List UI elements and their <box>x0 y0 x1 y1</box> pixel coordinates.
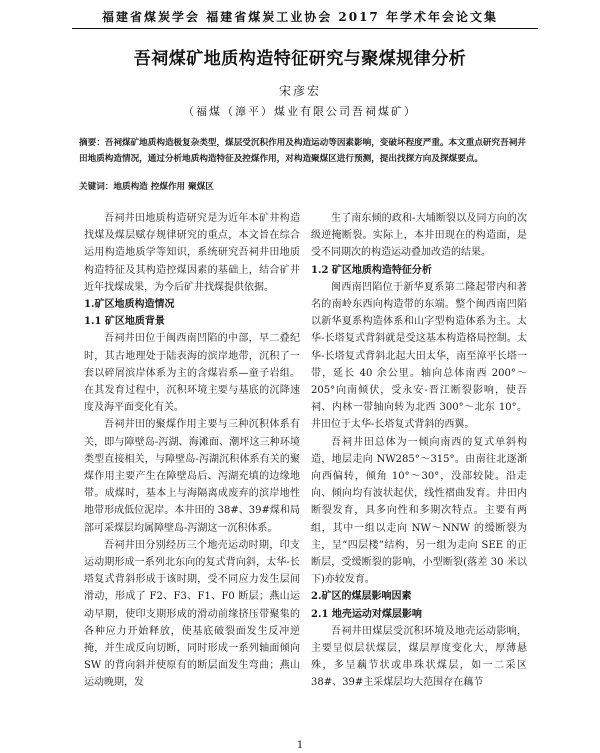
keywords-text: 地质构造 控煤作用 聚煤区 <box>113 182 214 192</box>
paragraph-continued: 生了南东倾的政和-大埔断裂以及同方向的次级逆掩断裂。实际上，本井田现在的构造面，是受不同期次的构造运动叠加改造的结果。 <box>311 213 527 259</box>
keywords <box>79 180 529 192</box>
paragraph: 吾祠井田的聚煤作用主要与三种沉积体系有关，即与障壁岛-泻湖、海滩面、潮坪这三种环境类型直接相关，与障壁岛-泻湖沉积体系有关的聚煤作用主要产生在障壁岛后、泻湖充填的边缘地带。成煤时，基本上与海隔离成废弃的滨岸地性地带形成低位泥岸。本井田的 38#、39#煤和局部可采煤层均属障壁岛-泻湖这一沉积体系。 <box>84 419 300 534</box>
paragraph: 吾祠井田位于闽西南凹陷的中部，早二叠纪时，其古地理处于陆表海的滨岸地带，沉积了一套以碎屑滨岸体系为主的含煤岩系—童子岩组。在其发育过程中，沉积环境主要与基底的沉降速度及海平面变化有关。 <box>84 333 300 414</box>
section-heading-2-1: 2.1 地壳运动对煤层影响 <box>311 608 422 620</box>
left-column <box>84 210 300 692</box>
section-heading-2: 2.矿区的煤层影响因素 <box>311 591 412 603</box>
author: 宋彦宏 <box>278 84 321 98</box>
running-header: 福建省煤炭学会 福建省煤炭工业协会 2017 年学术年会论文集 <box>102 10 498 24</box>
affiliation: （福煤（漳平）煤业有限公司吾祠煤矿） <box>183 105 417 118</box>
paragraph: 吾祠井田总体为一倾向南西的复式单斜构造，地层走向 NW285°～315°。由南往北逐渐向西偏转，倾角 10°～30°，没部较陡。沿走向、倾向均有波状起伏，线性褶曲发育。井田内断裂发育，具多向性和多期次特点。主要有两组，其中一组以走向 NW～NNW 的缓断裂为主，呈“四层楼”结构，另一组为走向 SEE 的正断层，受缓断裂的影响，小型断裂(落差 30 米以下)亦较发育。 <box>311 436 527 586</box>
abstract <box>79 136 529 167</box>
abstract-label: 摘要： <box>79 138 105 148</box>
paragraph: 闽西南凹陷位于新华夏系第二隆起带内和著名的南岭东西向构造带的东端。整个闽西南凹陷以新华夏系构造体系和山字型构造体系为主。太华-长塔复式背斜就是受这基本构造格局控制。太华-长塔复式背斜北起大田太华，南至漳平长塔一带，延长 40 余公里。轴向总体南西 200°～205°向南倾伏，受永安-晋江断裂影响，使吾祠、内林一带轴向转为北西 300°～北东 10°。井田位于太华-长塔复式背斜的西翼。 <box>311 281 527 431</box>
abstract-text: 吾祠煤矿地质构造极复杂类型，煤层受沉积作用及构造运动等因素影响，变破坏程度严重。本文重点研究吾祠井田地质构造情况，通过分析地质构造特征及控煤作用，对构造聚煤区进行预测，提出找探方向及探煤要点。 <box>79 138 526 164</box>
keywords-label: 关键词： <box>79 182 114 192</box>
section-heading-1: 1.矿区地质构造情况 <box>84 299 175 311</box>
intro-paragraph: 吾祠井田地质构造研究是为近年本矿井构造找煤及煤层赋存规律研究的重点，本文旨在综合运用构造地质学等知识，系统研究吾祠井田地质构造特征及其构造控煤因素的基础上，结合矿井近年找煤成果，为今后矿井找煤提供依据。 <box>84 213 300 293</box>
right-column <box>311 210 527 692</box>
page-number: 1 <box>296 740 304 751</box>
header-rule <box>72 28 538 29</box>
section-heading-1-1: 1.1 矿区地质背景 <box>84 316 165 328</box>
paragraph: 吾祠井田分别经历三个地壳运动时期，印支运动期形成一系列北东向的复式背向斜，太华-长塔复式背斜形成于该时期，受不同应力发生层间滑动，形成了 F2、F3、F1、F0 断层；燕山运动早期，使印支期形成的滑动前缘挤压带聚集的各种应力开始释放，使基底破裂面发生反冲逆掩，并生成反向切断，同时形成一系列轴面倾向 SW 的背向斜并使原有的断层面发生弯曲；燕山运动晚期，发 <box>84 539 300 689</box>
paper-title: 吾祠煤矿地质构造特征研究与聚煤规律分析 <box>133 49 467 69</box>
paragraph: 吾祠井田煤层受沉积环境及地壳运动影响，主要呈似层状煤层，煤层厚度变化大，厚薄悬殊，多呈藕节状或串珠状煤层，如一二采区 38#、39#主采煤层均大范围存在藕节 <box>311 625 527 689</box>
section-heading-1-2: 1.2 矿区地质构造特征分析 <box>311 264 432 276</box>
